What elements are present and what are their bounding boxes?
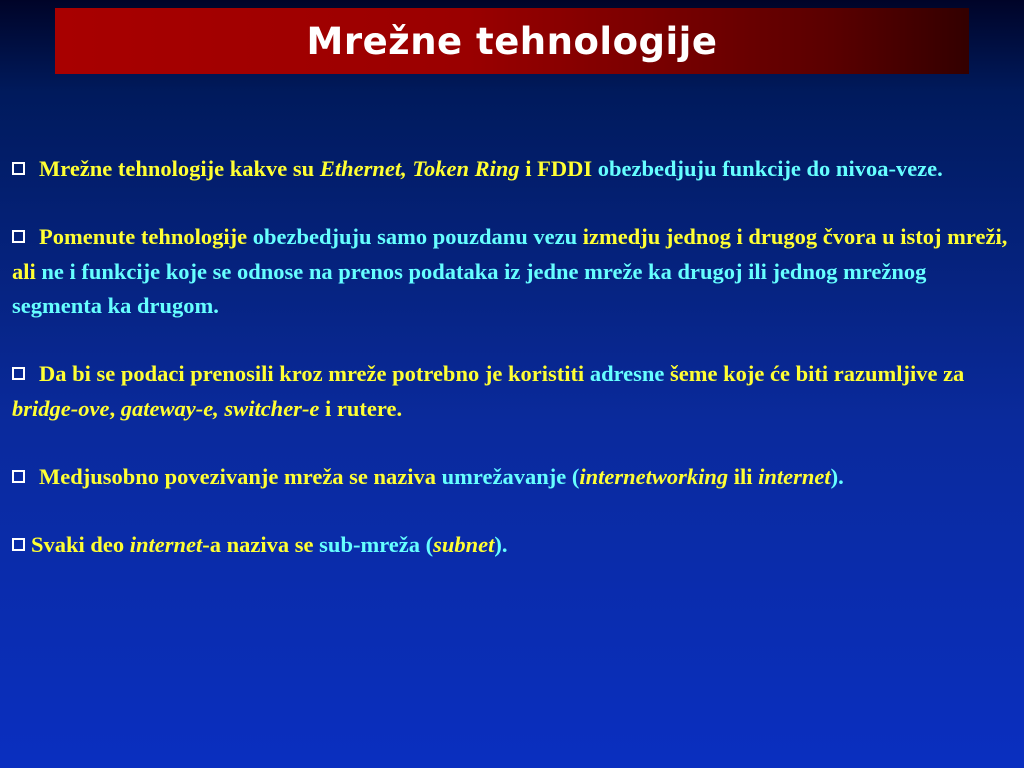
bullet-item xyxy=(12,460,1016,495)
text-run: i FDDI xyxy=(519,156,598,181)
text-run: Medjusobno povezivanje mreža se naziva xyxy=(39,463,442,489)
text-run: Svaki deo xyxy=(31,531,130,557)
text-run: obezbedjuju funkcije do nivoa-veze. xyxy=(597,156,943,181)
text-run: ). xyxy=(494,531,508,557)
text-run: Mrežne tehnologije kakve su xyxy=(39,156,320,181)
text-run: Ethernet, Token Ring xyxy=(319,156,520,181)
text-run: ili xyxy=(728,463,759,489)
text-run: internet xyxy=(758,463,831,489)
text-run: Pomenute tehnologije xyxy=(39,224,253,249)
bullet-item xyxy=(12,528,1016,563)
text-run: bridge-ove xyxy=(12,395,110,421)
text-run: internetworking xyxy=(579,463,729,489)
text-run: obezbedjuju samo pouzdanu vezu xyxy=(252,224,583,249)
text-run: -a naziva se xyxy=(202,531,320,557)
text-run: adresne xyxy=(589,361,671,386)
text-run: , xyxy=(109,395,121,421)
text-run: ). xyxy=(830,463,844,489)
hollow-square-icon xyxy=(12,230,25,243)
bullet-item xyxy=(12,357,1016,426)
text-run: izmedju jednog i drugog čvora u istoj mreži, ali xyxy=(12,224,1008,284)
title-bar xyxy=(55,8,969,74)
hollow-square-icon xyxy=(12,162,25,175)
text-run: subnet xyxy=(433,531,495,557)
text-run: i rutere. xyxy=(319,395,403,421)
text-run: ne i funkcije koje se odnose na prenos podataka iz jedne mreže ka drugoj ili jednog mrežnog segmenta ka drugom. xyxy=(12,258,927,318)
text-run: gateway-e, switcher-e xyxy=(120,395,320,421)
text-run: šeme koje će biti razumljive za xyxy=(670,361,965,386)
text-run: internet xyxy=(129,531,203,557)
text-run: umrežavanje ( xyxy=(441,463,580,489)
text-run: Da bi se podaci prenosili kroz mreže potrebno je koristiti xyxy=(39,361,590,386)
hollow-square-icon xyxy=(12,367,25,380)
bullet-item xyxy=(12,220,1016,324)
hollow-square-icon xyxy=(12,538,25,551)
bullet-list xyxy=(12,152,1016,562)
slide-title: Mrežne tehnologije xyxy=(306,19,718,63)
text-run: sub-mreža ( xyxy=(319,531,434,557)
hollow-square-icon xyxy=(12,470,25,483)
bullet-item xyxy=(12,152,1016,187)
